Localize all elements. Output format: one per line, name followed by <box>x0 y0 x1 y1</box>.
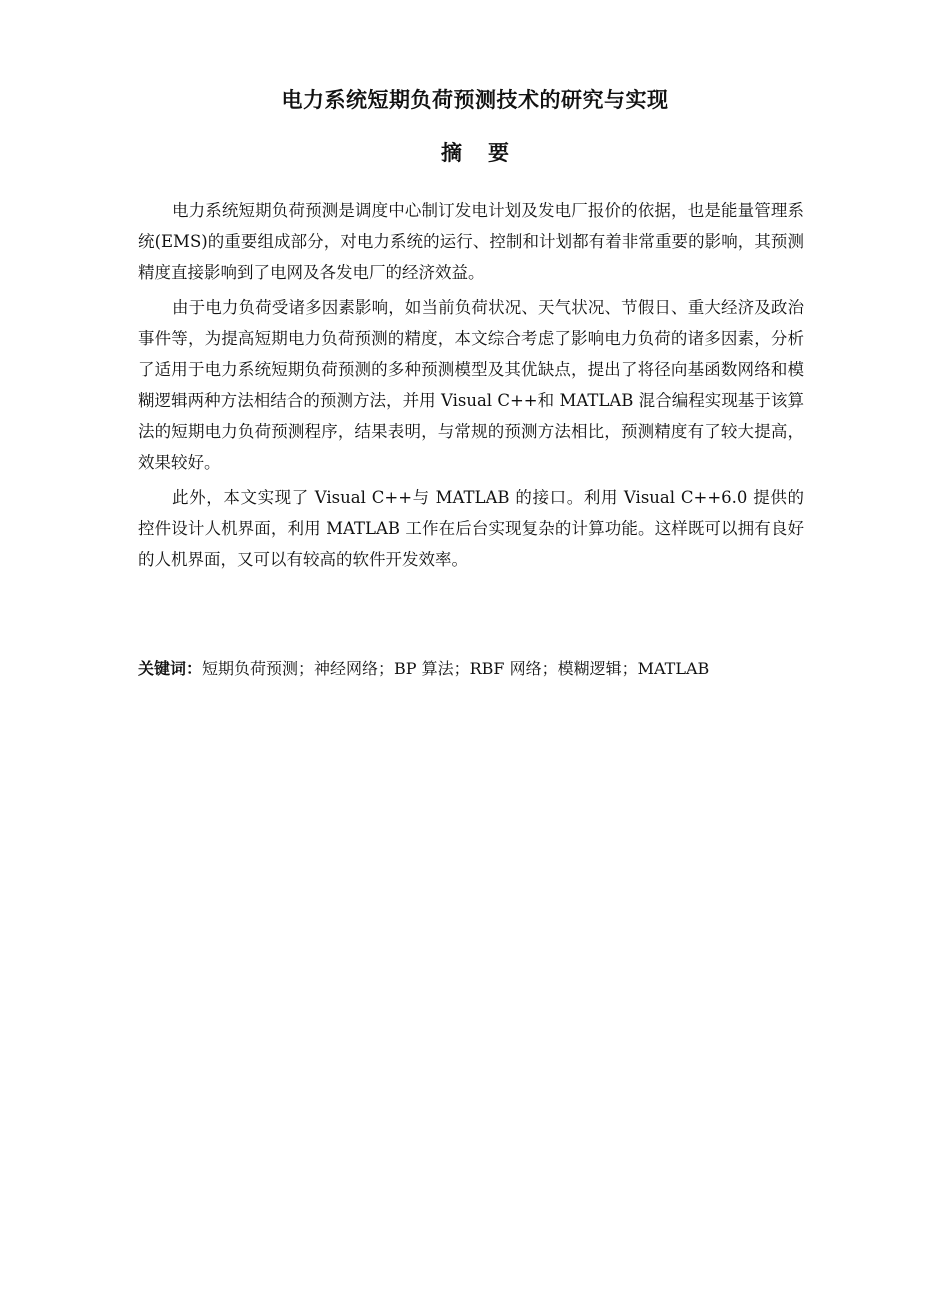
abstract-heading: 摘要 <box>441 141 535 165</box>
abstract-body <box>138 195 804 579</box>
abstract-paragraph-3: 此外，本文实现了 Visual C++与 MATLAB 的接口。利用 Visual C++6.0 提供的控件设计人机界面，利用 MATLAB 工作在后台实现复杂的计算功能。这样既可以拥有良好的人机界面，又可以有较高的软件开发效率。 <box>138 488 804 569</box>
keywords-list: 短期负荷预测；神经网络；BP 算法；RBF 网络；模糊逻辑；MATLAB <box>202 659 710 678</box>
keywords-line <box>138 653 818 684</box>
abstract-paragraph-2: 由于电力负荷受诸多因素影响，如当前负荷状况、天气状况、节假日、重大经济及政治事件等，为提高短期电力负荷预测的精度，本文综合考虑了影响电力负荷的诸多因素，分析了适用于电力系统短期负荷预测的多种预测模型及其优缺点，提出了将径向基函数网络和模糊逻辑两种方法相结合的预测方法，并用 Visual C++和 MATLAB 混合编程实现基于该算法的短期电力负荷预测程序，结果表明，与常规的预测方法相比，预测精度有了较大提高，效果较好。 <box>138 298 804 472</box>
paper-title: 电力系统短期负荷预测技术的研究与实现 <box>281 88 669 112</box>
abstract-paragraph-1: 电力系统短期负荷预测是调度中心制订发电计划及发电厂报价的依据，也是能量管理系统(EMS)的重要组成部分，对电力系统的运行、控制和计划都有着非常重要的影响，其预测精度直接影响到了电网及各发电厂的经济效益。 <box>138 201 804 282</box>
keywords-label: 关键词： <box>138 659 203 678</box>
